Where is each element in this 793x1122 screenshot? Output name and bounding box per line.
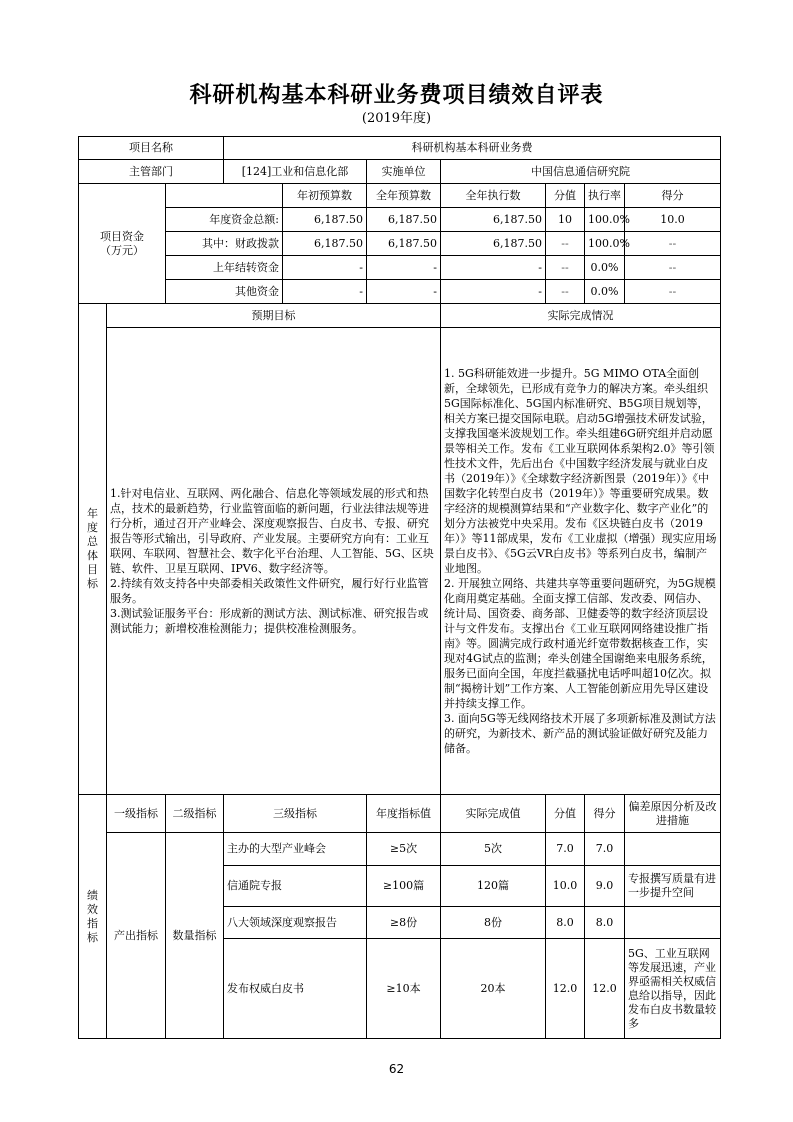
- dept-label: 主管部门: [79, 160, 224, 184]
- funds-header-blank: [166, 184, 283, 208]
- funds-row-rate: 100.0%: [585, 208, 625, 232]
- indicators-label: [79, 795, 107, 1039]
- funds-header-annual: 全年预算数: [367, 184, 441, 208]
- indicator-row: [79, 833, 721, 866]
- indicator-name: 主办的大型产业峰会: [224, 833, 367, 866]
- funds-row-executed: -: [441, 256, 546, 280]
- funds-row-score-value: --: [546, 232, 585, 256]
- indicator-note: [625, 833, 721, 866]
- indicator-score: 9.0: [585, 866, 625, 907]
- funds-row-rate: 0.0%: [585, 280, 625, 304]
- indicator-header-level1: 一级指标: [107, 795, 166, 833]
- actual-result-paragraph: 2. 开展独立网络、共建共享等重要问题研究，为5G规模化商用奠定基础。全面支撑工信部、发改委、网信办、统计局、国资委、商务部、卫健委等的数字经济顶层设计与文件发布。支撑出台《工业互联网网络建设推广指南》等。圆满完成行政村通光纤宽带数据核查工作，实现对4G试点的监测；牵头创建全国谢绝来电服务系统，服务已面向全国，年度拦截骚扰电话呼叫超10亿次。拟制“揭榜计划”工作方案、人工智能创新应用先导区建设并持续支撑工作。: [444, 577, 716, 710]
- funds-label-line2: （万元）: [100, 243, 144, 257]
- indicator-header-score-value: 分值: [546, 795, 585, 833]
- funds-row-name: 上年结转资金: [166, 256, 283, 280]
- funds-header-initial: 年初预算数: [283, 184, 367, 208]
- funds-row-name: 其中：财政拨款: [166, 232, 283, 256]
- indicator-score-value: 7.0: [546, 833, 585, 866]
- funds-row-score: 10.0: [625, 208, 721, 232]
- indicator-level1: 产出指标: [107, 833, 166, 1039]
- funds-row-executed: -: [441, 280, 546, 304]
- evaluation-table: [78, 136, 721, 1039]
- goals-label: [79, 304, 107, 795]
- funds-row-name: 其他资金: [166, 280, 283, 304]
- indicator-score: 7.0: [585, 833, 625, 866]
- indicator-header-level2: 二级指标: [166, 795, 224, 833]
- impl-label: 实施单位: [367, 160, 441, 184]
- indicator-target: ≥100篇: [367, 866, 441, 907]
- funds-row-score: --: [625, 256, 721, 280]
- expected-goal-paragraph: 1.针对电信业、互联网、两化融合、信息化等领域发展的形式和热点，技术的最新趋势，行业监管面临的新问题，行业法律法规等进行分析，通过召开产业峰会、深度观察报告、白皮书、专报、研究报告等形式输出，引导政府、产业发展。主要研究方向有：工业互联网、车联网、智慧社会、数字化平台治理、人工智能、5G、区块链、软件、卫星互联网、IPV6、数字经济等。: [110, 487, 434, 575]
- indicator-score-value: 10.0: [546, 866, 585, 907]
- funds-row-rate: 0.0%: [585, 256, 625, 280]
- indicator-score-value: 8.0: [546, 907, 585, 939]
- project-name-value: 科研机构基本科研业务费: [224, 137, 721, 160]
- impl-value: 中国信息通信研究院: [441, 160, 721, 184]
- indicator-target: ≥5次: [367, 833, 441, 866]
- indicator-actual: 8份: [441, 907, 546, 939]
- actual-result-header: 实际完成情况: [441, 304, 721, 328]
- funds-row-score: --: [625, 232, 721, 256]
- indicator-actual: 20本: [441, 939, 546, 1039]
- funds-row-score-value: --: [546, 280, 585, 304]
- funds-row-score-value: --: [546, 256, 585, 280]
- document-title: 科研机构基本科研业务费项目绩效自评表: [189, 83, 604, 108]
- expected-goal-content: [107, 328, 441, 795]
- indicator-note: 5G、工业互联网等发展迅速，产业界亟需相关权威信息给以指导，因此发布白皮书数量较多: [625, 939, 721, 1039]
- actual-result-paragraph: 1. 5G科研能效进一步提升。5G MIMO OTA全面创新，全球领先，已形成有竞争力的解决方案。牵头组织5G国际标准化、5G国内标准研究、B5G项目规划等，相关方案已提交国际电联。启动5G增强技术研发试验，支撑我国毫米波规划工作。牵头组建6G研究组并启动愿景等相关工作。发布《工业互联网体系架构2.0》等引领性技术文件，先后出台《中国数字经济发展与就业白皮书（2019年）》《全球数字经济新图景（2019年）》《中国数字化转型白皮书（2019年）》等重要研究成果。数字经济的规模测算结果和“产业数字化、数字产业化”的划分方法被党中央采用。发布《区块链白皮书（2019年）》等11部成果，发布《工业虚拟（增强）现实应用场景白皮书》、《5G云VR白皮书》等系列白皮书，编制产业地图。: [444, 367, 717, 575]
- indicators-label-text: 绩效 指标: [87, 888, 98, 944]
- indicator-name: 信通院专报: [224, 866, 367, 907]
- indicator-note: [625, 907, 721, 939]
- expected-goal-paragraph: 3.测试验证服务平台：形成新的测试方法、测试标准、研究报告或测试能力；新增校准检测能力；提供校准检测服务。: [110, 607, 429, 635]
- funds-row-score-value: 10: [546, 208, 585, 232]
- actual-result-paragraph: 3. 面向5G等无线网络技术开展了多项新标准及测试方法的研究，为新技术、新产品的测试验证做好研究及能力储备。: [444, 712, 716, 755]
- dept-value: [124]工业和信息化部: [224, 160, 367, 184]
- indicator-header-level3: 三级指标: [224, 795, 367, 833]
- indicator-name: 八大领域深度观察报告: [224, 907, 367, 939]
- indicator-score-value: 12.0: [546, 939, 585, 1039]
- indicator-score: 8.0: [585, 907, 625, 939]
- indicator-score: 12.0: [585, 939, 625, 1039]
- funds-label-line1: 项目资金: [100, 229, 144, 243]
- funds-header-score-value: 分值: [546, 184, 585, 208]
- indicator-actual: 120篇: [441, 866, 546, 907]
- indicator-header-actual: 实际完成值: [441, 795, 546, 833]
- indicator-level2: 数量指标: [166, 833, 224, 1039]
- project-name-label: 项目名称: [79, 137, 224, 160]
- funds-row-annual: 6,187.50: [367, 208, 441, 232]
- indicator-name: 发布权威白皮书: [224, 939, 367, 1039]
- funds-row-initial: -: [283, 256, 367, 280]
- funds-row: [79, 208, 721, 232]
- actual-result-content: [441, 328, 721, 795]
- indicator-actual: 5次: [441, 833, 546, 866]
- funds-header-executed: 全年执行数: [441, 184, 546, 208]
- funds-row-initial: 6,187.50: [283, 232, 367, 256]
- funds-row-rate: 100.0%: [585, 232, 625, 256]
- indicator-target: ≥10本: [367, 939, 441, 1039]
- funds-row: [79, 232, 721, 256]
- funds-row-initial: 6,187.50: [283, 208, 367, 232]
- page-number: 62: [388, 1062, 405, 1076]
- indicator-header-target: 年度指标值: [367, 795, 441, 833]
- indicator-target: ≥8份: [367, 907, 441, 939]
- funds-row-executed: 6,187.50: [441, 232, 546, 256]
- indicator-header-score: 得分: [585, 795, 625, 833]
- funds-row: [79, 256, 721, 280]
- expected-goal-header: 预期目标: [107, 304, 441, 328]
- funds-row-annual: -: [367, 256, 441, 280]
- funds-label: [79, 184, 166, 304]
- indicator-header-note: 偏差原因分析及改进措施: [625, 795, 721, 833]
- document-subtitle: (2019年度): [361, 111, 432, 126]
- expected-goal-paragraph: 2.持续有效支持各中央部委相关政策性文件研究，履行好行业监管服务。: [110, 577, 429, 605]
- funds-header-rate: 执行率: [585, 184, 625, 208]
- indicator-note: 专报撰写质量有进一步提升空间: [625, 866, 721, 907]
- funds-row: [79, 280, 721, 304]
- funds-row-annual: 6,187.50: [367, 232, 441, 256]
- funds-row-score: --: [625, 280, 721, 304]
- funds-row-initial: -: [283, 280, 367, 304]
- funds-row-executed: 6,187.50: [441, 208, 546, 232]
- funds-row-annual: -: [367, 280, 441, 304]
- goals-label-text: 年度 总体 目标: [87, 507, 98, 590]
- funds-header-score: 得分: [625, 184, 721, 208]
- funds-row-name: 年度资金总额:: [166, 208, 283, 232]
